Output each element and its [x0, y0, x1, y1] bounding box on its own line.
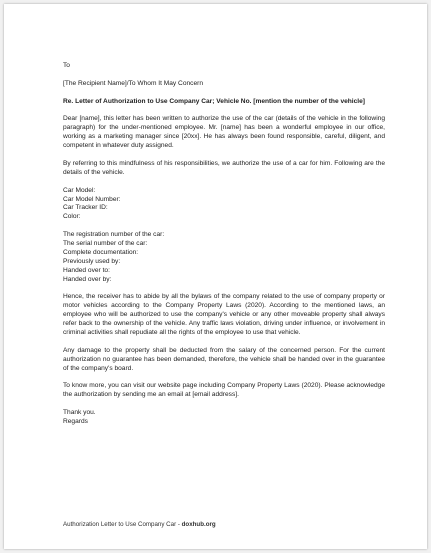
page-footer	[63, 521, 216, 528]
letter-body	[63, 62, 385, 427]
recipient-line: [The Recipient Name]/To Whom It May Concern	[63, 79, 203, 87]
car-details-list	[63, 187, 385, 223]
registration-field: Handed over by:	[63, 275, 112, 283]
closing-regards: Regards	[63, 418, 88, 426]
footer-text: Authorization Letter to Use Company Car -	[63, 521, 182, 528]
registration-field: The serial number of the car:	[63, 240, 148, 248]
registration-details-list	[63, 231, 385, 284]
paragraph-authorize: By referring to this mindfulness of his responsibilities, we authorize the use of a car for him. Following are the details of the vehicle.	[63, 159, 385, 176]
paragraph-bylaws: Hence, the receiver has to abide by all the bylaws of the company related to the use of company property or motor vehicles according to the Company Property Laws (2020). According to the mentioned laws, an employee who will be authorized to use the company's vehicle or any other moveable property shall always refer back to the ownership of the vehicle. Any traffic laws violation, driving under influence, or involvement in criminal activities shall repudiate all the rights of the employee to use that vehicle.	[63, 293, 385, 337]
paragraph-acknowledge: To know more, you can visit our website page including Company Property Laws (2020). Please acknowledge the authorization by sending me an email at [email address].	[63, 382, 385, 399]
registration-field: Handed over to:	[63, 266, 110, 274]
registration-field: Complete documentation:	[63, 248, 139, 256]
car-detail-field: Car Model:	[63, 186, 96, 194]
registration-field: The registration number of the car:	[63, 231, 165, 239]
registration-field: Previously used by:	[63, 257, 121, 265]
car-detail-field: Car Model Number:	[63, 195, 121, 203]
paragraph-intro: Dear [name], this letter has been written to authorize the use of the car (details of the vehicle in the following paragraph) for the under-mentioned employee. Mr. [name] has been a wonderful employee in our office, working as a marketing manager since [20xx]. He has always been found responsible, careful, diligent, and competent in whatever duty assigned.	[63, 115, 385, 150]
footer-brand: doxhub.org	[181, 521, 216, 528]
closing-thanks: Thank you.	[63, 409, 96, 417]
car-detail-field: Car Tracker ID:	[63, 204, 108, 212]
paragraph-damage: Any damage to the property shall be deducted from the salary of the concerned person. For the current authorization no guarantee has been demanded, therefore, the vehicle shall be handed over in the guarantee of the company's board.	[63, 346, 385, 372]
document-page	[4, 4, 427, 549]
to-line: To	[63, 62, 70, 69]
car-detail-field: Color:	[63, 213, 81, 221]
subject-line: Re. Letter of Authorization to Use Company Car; Vehicle No. [mention the number of the vehicle]	[63, 97, 366, 105]
